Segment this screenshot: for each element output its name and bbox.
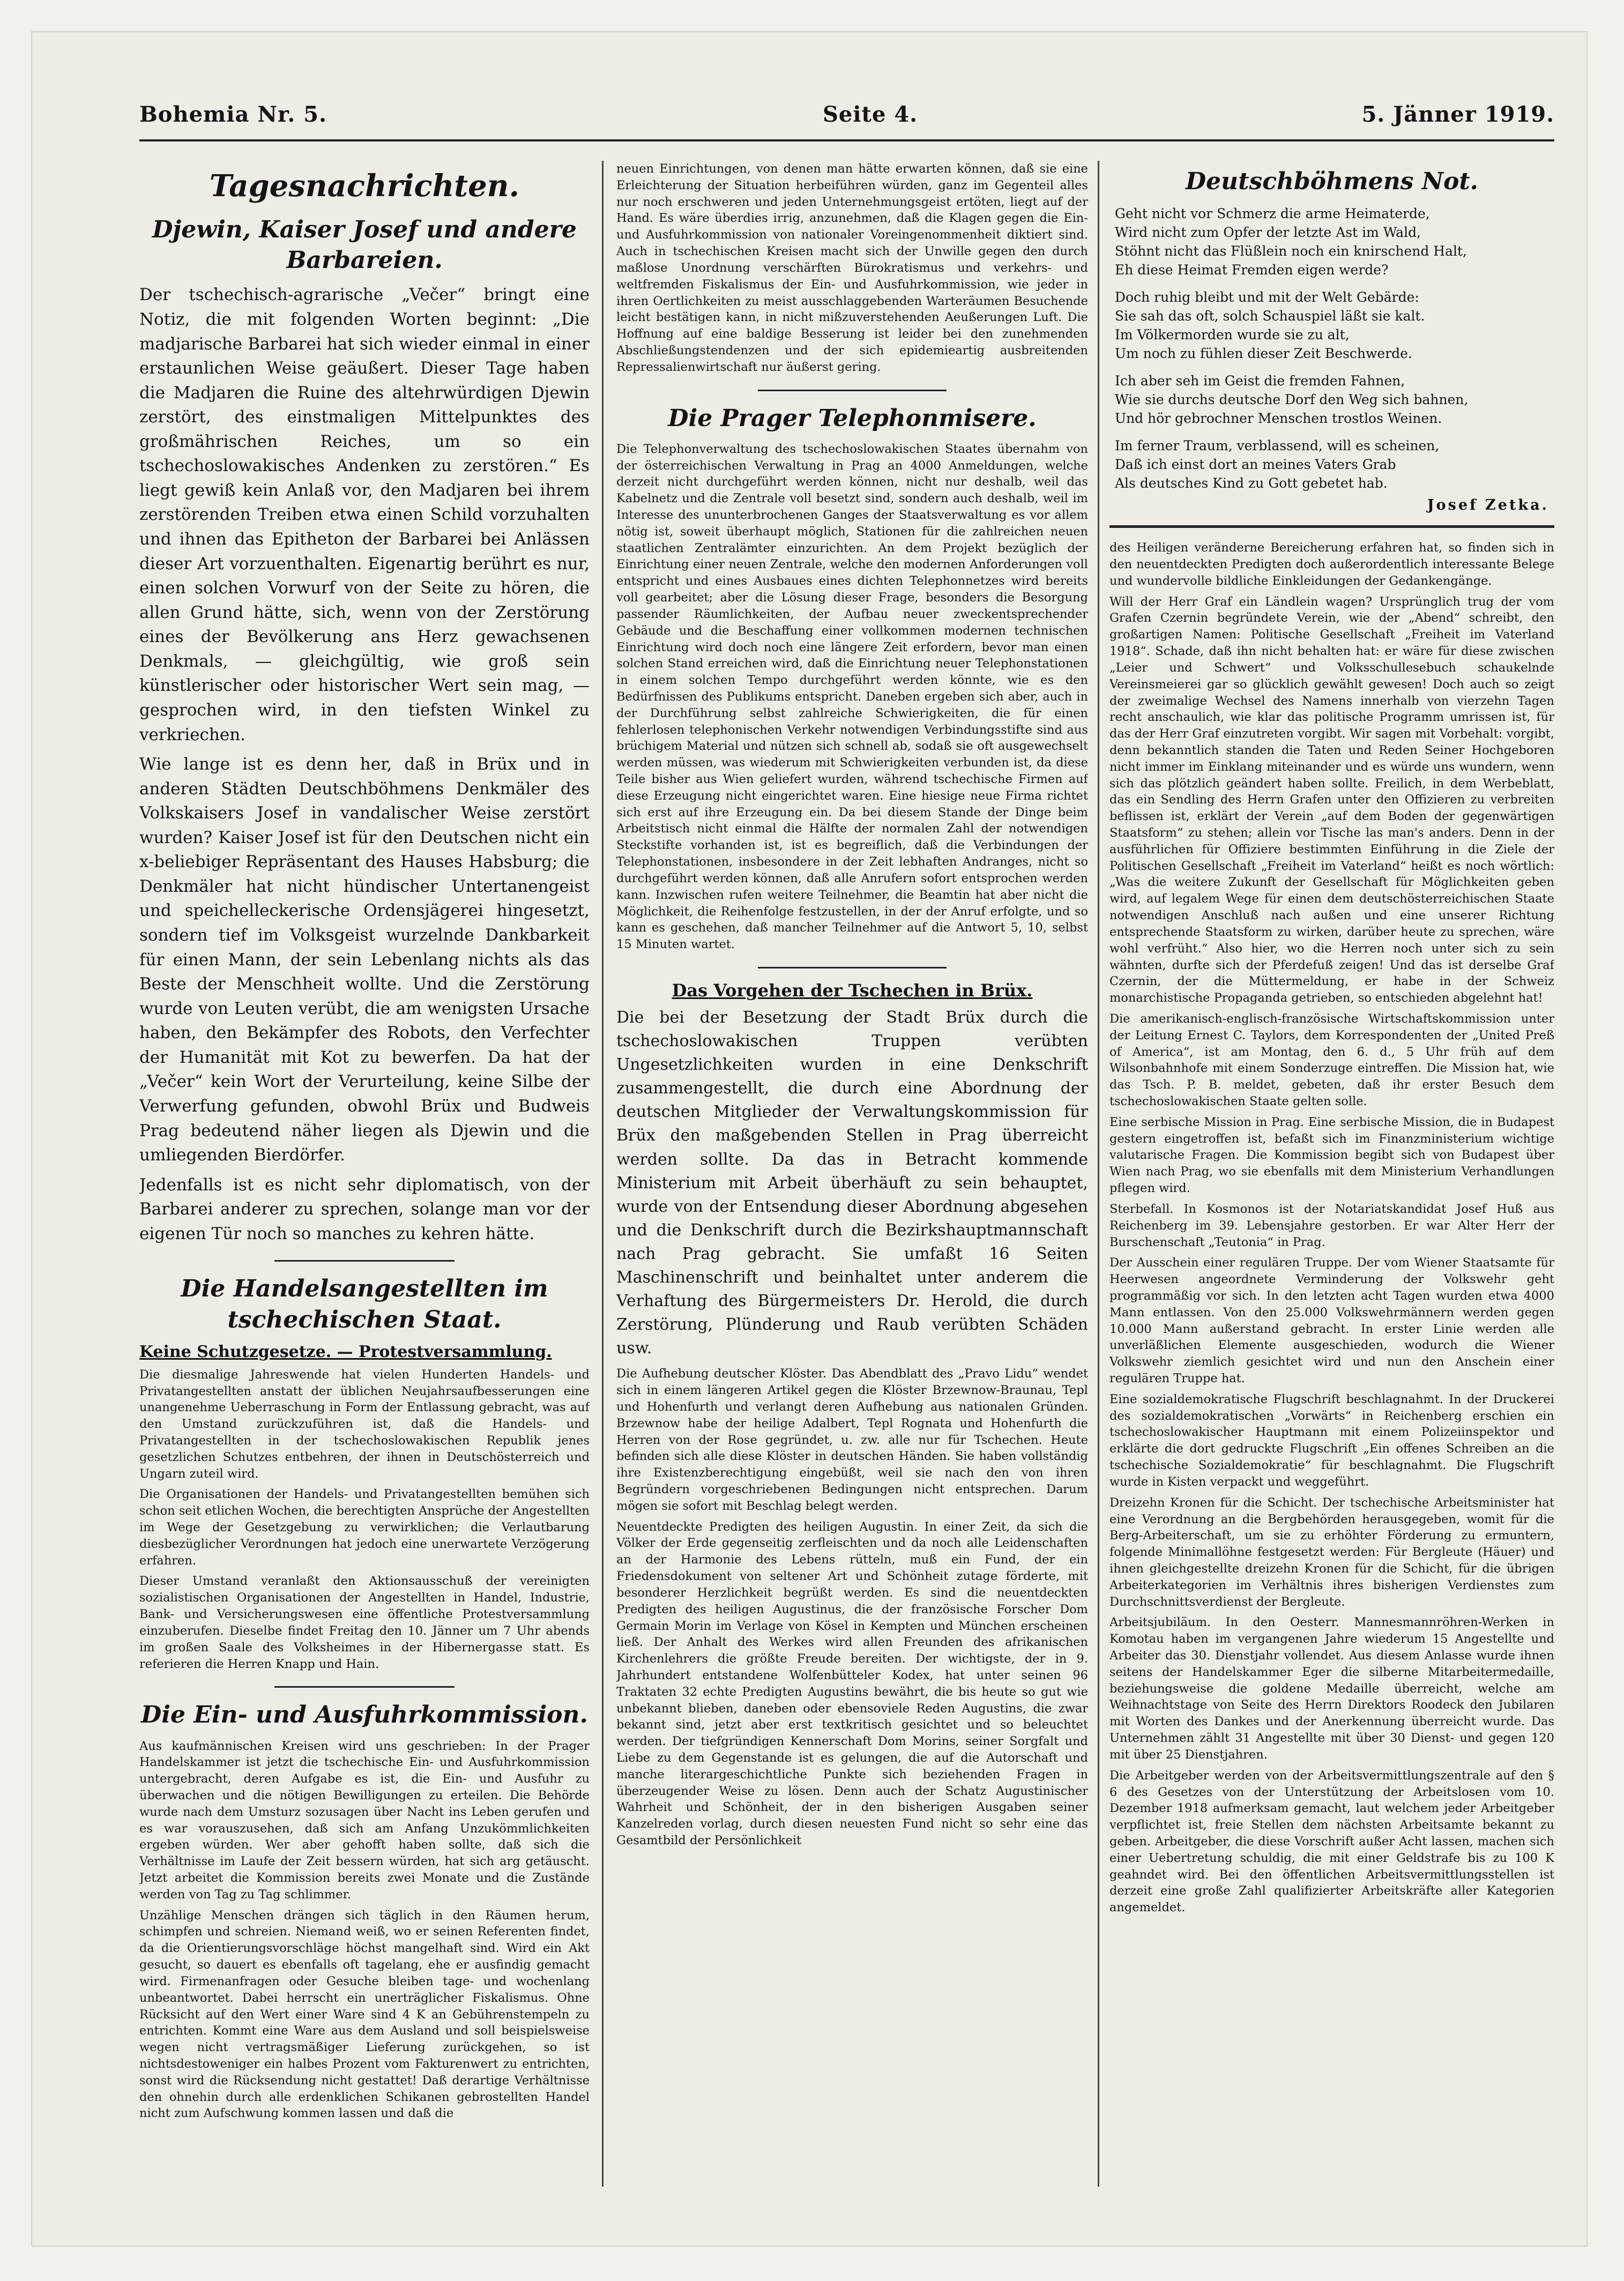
poem-line: Ich aber seh im Geist die fremden Fahnen, xyxy=(1115,373,1405,389)
poem-line: Und hör gebrochner Menschen trostlos Weinen. xyxy=(1115,411,1442,427)
poem-line: Doch ruhig bleibt und mit der Welt Gebärde: xyxy=(1115,289,1419,305)
newspaper-page xyxy=(32,32,1586,2246)
poem-line: Im Völkermorden wurde sie zu alt, xyxy=(1115,327,1350,343)
header-rule xyxy=(139,139,1554,141)
poem xyxy=(1115,204,1554,493)
article-paragraph: Die Telephonverwaltung des tschechoslowakischen Staates übernahm von der österreichischen Verwaltung in Prag an 4000 Anmeldungen, welche derzeit nicht durchgeführt werden können, nicht nur deshalb, weil das Kabelnetz und die Zentrale voll besetzt sind, sondern auch deshalb, weil im Interesse des ununterbrochenen Ganges der Staatsverwaltung es vor allem nötig ist, soweit überhaupt möglich, Stationen für die zahlreichen neuen staatlichen Zentralämter einzurichten. An dem Projekt bezüglich der Einrichtung einer neuen Zentrale, welche den modernen Anforderungen voll entspricht und eines Ausbaues eines dichten Telephonnetzes wird bereits voll gearbeitet; aber die Lösung dieser Frage, besonders die Besorgung passender Räumlichkeiten, der Aufbau neuer zweckentsprechender Gebäude und die Beschaffung einer vollkommen modernen technischen Einrichtung wird doch noch eine längere Zeit erfordern, bevor man einen solchen Stand erreichen wird, daß die Einrichtung neuer Telephonstationen in einem solchen Tempo durchgeführt werden könnte, wie es den Bedürfnissen des Publikums entspricht. Daneben ergeben sich aber, auch in der Durchführung selbst zahlreiche Schwierigkeiten, die für einen fehlerlosen telephonischen Verkehr notwendigen Verbindungsstifte sind aus brüchigem Material und nützen sich schnell ab, sodaß sie oft ausgewechselt werden müssen, was wiederum mit Schwierigkeiten verbunden ist, da diese Teile bisher aus Wien geliefert wurden, während tschechische Firmen auf diese Erzeugung nicht eingerichtet waren. Eine hiesige neue Firma richtet sich erst auf ihre Erzeugung ein. Da bei diesem Stande der Dinge beim Arbeitstisch nicht einmal die Hälfte der normalen Zahl der notwendigen Steckstifte vorhanden ist, ist es begreiflich, daß die Verbindungen der Telephonstationen, insbesondere in der Zeit lebhaften Andranges, nicht so durchgeführt werden können, daß alle Anrufern sofort entsprochen werden kann. Inzwischen rufen weitere Teilnehmer, die Beamtin hat aber nicht die Möglichkeit, die Reihenfolge festzustellen, in der der Anruf erfolgte, und so kann es geschehen, daß mancher Teilnehmer auf die Antwort 5, 10, selbst 15 Minuten wartet. xyxy=(616,442,1088,952)
news-item: Der Ausschein einer regulären Truppe. Der vom Wiener Staatsamte für Heerwesen angeordnete Verminderung der Volkswehr geht programmäßig vor sich. In den letzten acht Tagen wurden etwa 4000 Mann entlassen. Von den 25.000 Volkswehrmännern werden gegen 10.000 Mann außerstand gebracht. In erster Linie werden alle unverläßlichen Elemente ausgeschieden, wodurch die Wiener Volkswehr ziemlich gesichtet wird und nun den Anschein einer regulären Truppe hat. xyxy=(1109,1256,1554,1385)
column-divider xyxy=(602,161,604,2187)
article-paragraph: Neuentdeckte Predigten des heiligen Augustin. In einer Zeit, da sich die Völker der Erde gegenseitig zerfleischten und da noch alle Leidenschaften an der Harmonie des Lebens rütteln, muß ein Fund, der ein Friedensdokument von seltener Art und Schönheit zutage förderte, mit besonderer Herzlichkeit begrüßt werden. Es sind die neuentdeckten Predigten des heiligen Augustinus, die der französische Forscher Dom Germain Morin im Verlage von Kösel in Kempten und München erscheinen ließ. Der Anhalt des Werkes wird allen Freunden des afrikanischen Kirchenlehrers die größte Freude bereiten. Der wichtigste, der in 9. Jahrhundert entstandene Wolfenbütteler Kodex, hat unter seinen 96 Traktaten 32 echte Predigten Augustins bewährt, die bis heute so gut wie unbekannt blieben, daneben oder ebensoviele Reden Augustins, die zwar bekannt sind, jetzt aber erst textkritisch gesichtet und so beleuchtet werden. Der tiefgründigen Kennerschaft Dom Morins, seiner Sorgfalt und Liebe zu dem Gegenstande ist es gelungen, die auf die Autorschaft und manche literargeschichtliche Punkte sich beziehenden Fragen in überzeugender Weise zu lösen. Denn auch der Schatz Augustinischer Wahrheit und Schönheit, der in den bisherigen Ausgaben seiner Kanzelreden vorlag, durch diesen neuesten Fund nicht so sehr eine das Gesamtbild der Persönlichkeit xyxy=(616,1519,1088,1848)
article-title: Die Ein- und Ausfuhrkommission. xyxy=(141,1701,588,1729)
news-item: Eine serbische Mission in Prag. Eine serbische Mission, die in Budapest gestern eingetroffen ist, befaßt sich im Finanzministerium wichtige valutarische Fragen. Die Kommission begibt sich von Budapest über Wien nach Prag, wo sie ebenfalls mit dem Ministerium Verhandlungen pflegen wird. xyxy=(1109,1115,1554,1196)
news-item: Arbeitsjubiläum. In den Oesterr. Mannesmannröhren-Werken in Komotau haben im vergangenen Jahre wiederum 15 Angestellte und Arbeiter das 30. Dienstjahr vollendet. Aus diesem Anlasse wurde ihnen seitens der Handelskammer Eger die silberne Mitarbeitermedaille, beziehungsweise die goldene Medaille überreicht, welche am Weihnachtstage von Seite des Herrn Direktors Roodeck den Jubilaren mit Worten des Dankes und der Anerkennung überreicht wurde. Das Unternehmen zählt 31 Angestellte mit über 30 Dienst- und gegen 120 mit über 25 Dienstjahren. xyxy=(1109,1615,1554,1762)
column-left xyxy=(139,161,590,2187)
page-number: Seite 4. xyxy=(823,102,918,127)
article-title: Die Handelsangestellten im tschechischen Staat. xyxy=(181,1275,548,1333)
article-paragraph: neuen Einrichtungen, von denen man hätte erwarten können, daß sie eine Erleichterung der Situation herbeiführen würden, ganz im Gegenteil alles nur noch erschweren und jeden Unternehmungsgeist ertöten, liegt auf der Hand. Es wäre überdies irrig, anzunehmen, daß die Klagen gegen die Ein- und Ausfuhrkommission von nationaler Voreingenommenheit diktiert sind. Auch in tschechischen Kreisen macht sich der Unwille gegen den durch maßlose Unordnung verschärften Bürokratismus und verkehrs- und weltfremden Fiskalismus der Ein- und Ausfuhrkommission, wie jeder in ihren Oertlichkeiten zu meist ausschlaggebenden Warteräumen Besuchende leicht bestätigen kann, in nicht mißzuverstehenden Aeußerungen Luft. Die Hoffnung auf eine baldige Besserung ist leider bei den zunehmenden Abschließungstendenzen und der sich epidemieartig ausbreitenden Repressalienwirtschaft nur äußerst gering. xyxy=(616,162,1088,374)
poem-line: Wie sie durchs deutsche Dorf den Weg sich bahnen, xyxy=(1115,392,1469,408)
poem-line: Wird nicht zum Opfer der letzte Ast im Wald, xyxy=(1115,225,1421,241)
article-paragraph: des Heiligen veränderne Bereicherung erfahren hat, so finden sich in den neuentdeckten Predigten doch außerordentlich interessante Belege und wundervolle bildliche Einkleidungen der Gedankengänge. xyxy=(1109,541,1554,588)
poem-line: Als deutsches Kind zu Gott gebetet hab. xyxy=(1115,475,1388,491)
news-item: Dreizehn Kronen für die Schicht. Der tschechische Arbeitsminister hat eine Verordnung an die Bergbehörden herausgegeben, womit für die Berg-Arbeiterschaft, um sie zu erhöhter Förderung zu ermuntern, folgende Minimallöhne festgesetzt werden: Für Bergleute (Häuer) und ihnen gleichgestellte dreizehn Kronen für die Schicht, für die übrigen Arbeiterkategorien im Verhältnis ihres bisherigen Verdienstes zum Durchschnittsverdienst der Bergleute. xyxy=(1109,1495,1554,1609)
running-head xyxy=(139,102,1554,134)
article-divider xyxy=(758,390,947,391)
article-paragraph: Dieser Umstand veranlaßt den Aktionsausschuß der vereinigten sozialistischen Organisationen der Angestellten in Handel, Industrie, Bank- und Versicherungswesen eine öffentliche Protestversammlung einzuberufen. Dieselbe findet Freitag den 10. Jänner um 7 Uhr abends im großen Saale des Volksheimes in der Hibernergasse statt. Es referieren die Herren Knapp und Hain. xyxy=(139,1574,590,1671)
article-paragraph: Der tschechisch-agrarische „Večer“ bringt eine Notiz, die mit folgenden Worten beginnt: „Die madjarische Barbarei hat sich wieder einmal in einer erstaunlichen Weise geäußert. Dieser Tage haben die Madjaren die Ruine des altehrwürdigen Djewin zerstört, des einstmaligen Mittelpunktes des großmährischen Reiches, um so ein tschechoslowakisches Andenken zu zerstören.“ Es liegt gewiß kein Anlaß vor, den Madjaren bei ihrem zerstörenden Treiben etwa einen Schild vorzuhalten und ihnen das Epitheton der Barbarei bei Anlässen dieser Art vorzuenthalten. Eigenartig berührt es nur, einen solchen Vorwurf von der Seite zu hören, die allen Grund hätte, sich, wenn von der Zerstörung eines der Bevölkerung ans Herz gewachsenen Denkmals, — gleichgültig, wie groß sein künstlerischer oder historischer Wert sein mag, — gesprochen wird, in den tiefsten Winkel zu verkriechen. xyxy=(139,285,590,744)
article-divider xyxy=(274,1260,455,1262)
news-item: Sterbefall. In Kosmonos ist der Notariatskandidat Josef Huß aus Reichenberg im 39. Lebensjahre gestorben. Er war Alter Herr der Burschenschaft „Teutonia“ in Prag. xyxy=(1109,1202,1554,1249)
article-paragraph: Die Organisationen der Handels- und Privatangestellten bemühen sich schon seit etlichen Wochen, die berechtigten Ansprüche der Angestellten im Wege der Gesetzgebung zu verwirklichen; die Verlautbarung diesbezüglicher Verordnungen hat jedoch eine unerwartete Verzögerung erfahren. xyxy=(139,1487,590,1568)
poem-title: Deutschböhmens Not. xyxy=(1186,168,1478,195)
poem-line: Daß ich einst dort an meines Vaters Grab xyxy=(1115,457,1396,473)
news-item: Die amerikanisch-englisch-französische Wirtschaftskommission unter der Leitung Ernest C. Taylors, dem Korrespondenten der „United Preß of America“, ist am Montag, den 6. d., 5 Uhr früh auf dem Wilsonbahnhofe mit einem Sonderzuge eintreffen. Die Mission hat, wie das Tsch. P. B. meldet, gebeten, daß ihr erster Besuch dem tschechoslowakischen Staate gelten solle. xyxy=(1109,1011,1554,1108)
article-divider xyxy=(1109,525,1554,528)
article-paragraph: Die bei der Besetzung der Stadt Brüx durch die tschechoslowakischen Truppen verübten Ungesetzlichkeiten wurden in eine Denkschrift zusammengestellt, die durch eine Abordnung der deutschen Mitglieder der Verwaltungskommission für Brüx den maßgebenden Stellen in Prag überreicht werden sollte. Da das in Betracht kommende Ministerium mit Arbeit überhäuft zu sein behauptet, wurde von der Entsendung dieser Abordnung abgesehen und die Denkschrift durch die Bezirkshauptmannschaft nach Prag gebracht. Sie umfaßt 16 Seiten Maschinenschrift und beinhaltet unter anderem die Verhaftung des Bürgermeisters Dr. Herold, die durch Zerstörung, Plünderung und Raub verübten Schäden usw. xyxy=(616,1008,1088,1358)
article-paragraph: Unzählige Menschen drängen sich täglich in den Räumen herum, schimpfen und schreien. Niemand weiß, wo er seinen Referenten findet, da die Orientierungsvorschläge höchst mangelhaft sind. Wird ein Akt gesucht, so dauert es ebenfalls oft tagelang, ehe er ausfindig gemacht wird. Firmenanfragen oder Gesuche bleiben tage- und wochenlang unbeantwortet. Dabei herrscht ein unerträglicher Fiskalismus. Ohne Rücksicht auf den Wert einer Ware sind 4 K an Gebührenstempeln zu entrichten. Kommt eine Ware aus dem Ausland und soll beispielsweise wegen nicht vertragsmäßiger Lieferung zurückgehen, so ist nichtsdestoweniger ein halbes Prozent vom Fakturenwert zu entrichten, sonst wird die Rücksendung nicht gestattet! Daß derartige Verhältnisse den ohnehin durch alle erdenklichen Schikanen gebrostellten Handel nicht zum Aufschwung kommen lassen und daß die xyxy=(139,1908,590,2121)
poem-line: Sie sah das oft, solch Schauspiel läßt sie kalt. xyxy=(1115,308,1425,324)
poem-author: Josef Zetka. xyxy=(1427,497,1549,514)
column-divider xyxy=(1098,161,1099,2187)
article-paragraph: Wie lange ist es denn her, daß in Brüx und in anderen Städten Deutschböhmens Denkmäler des Volkskaisers Josef in vandalischer Weise zerstört wurden? Kaiser Josef ist für den Deutschen nicht ein x-beliebiger Repräsentant des Hauses Habsburg; die Denkmäler hat nicht hündischer Untertanengeist und speichelleckerische Ordensjägerei hingesetzt, sondern tief im Volksgeist wurzelnde Dankbarkeit für einen Mann, der sein Lebenlang nichts als das Beste der Menschheit wollte. Und die Zerstörung wurde von Leuten verübt, die am wenigsten Ursache haben, den Bekämpfer des Robots, den Verfechter der Humanität mit Kot zu bewerfen. Da hat der „Večer“ kein Wort der Verurteilung, keine Silbe der Verwerfung gefunden, obwohl Brüx und Budweis Prag bedeutend näher liegen als Djewin und die umliegenden Bierdörfer. xyxy=(139,755,590,1165)
article-divider xyxy=(274,1686,455,1688)
poem-line: Stöhnt nicht das Flüßlein noch ein knirschend Halt, xyxy=(1115,243,1467,259)
news-item: Will der Herr Graf ein Ländlein wagen? Ursprünglich trug der vom Grafen Czernin begründete Verein, wie der „Abend“ schreibt, den großartigen Namen: Politische Gesellschaft „Freiheit im Vaterland 1918“. Schade, daß ihn nicht behalten hat: er wäre für diese zwischen „Leier und Schwert“ und Volksschullesebuch schaukelnde Vereinsmeierei gar so glücklich gewählt gewesen! Doch auch so zeigt der zweimalige Wechsel des Namens innerhalb von vierzehn Tagen recht anschaulich, wie klar das politische Programm umrissen ist, für das der Herr Graf einzutreten vorgibt. Wir sagen mit Vorbehalt: vorgibt, denn bekanntlich standen die Taten und Reden Seiner Hochgeboren nicht immer im Einklang miteinander und es würde uns wundern, wenn sich das plötzlich geändert haben sollte. Freilich, in dem Werbeblatt, das ein Sendling des Herrn Grafen unter den Offizieren zu verbreiten beflissen ist, erklärt der Verein „auf dem Boden der gegenwärtigen Staatsform“ zu stehen; allein vor Tische las man's anders. Denn in der ausführlichen für Offiziere bestimmten Einführung in die Ziele der Politischen Gesellschaft „Freiheit im Vaterland“ heißt es noch wörtlich: „Was die weitere Zukunft der Gesellschaft für Möglichkeiten geben wird, auf legalem Wege für einen dem deutschösterreichischen Staate notwendigen Anschluß nach außen und eine unserer Richtung entsprechende Staatsform zu wirken, darüber heute zu sprechen, wäre wohl verfrüht.“ Also hier, wo die Herren noch unter sich zu sein wähnten, durfte sich der Pferdefuß zeigen! Und das ist derselbe Graf Czernin, der die Müttermeldung, er habe in der Schweiz monarchistische Propaganda getrieben, so entschieden abgelehnt hat! xyxy=(1109,594,1554,1005)
section-title: Tagesnachrichten. xyxy=(209,168,520,204)
article-title: Djewin, Kaiser Josef und andere Barbareien. xyxy=(152,216,577,274)
news-item: Eine sozialdemokratische Flugschrift beschlagnahmt. In der Druckerei des sozialdemokratischen „Vorwärts“ in Reichenberg erschien ein tschechoslowakischer Hauptmann mit einem Polizeiinspektor und erklärte die dort gedruckte Flugschrift „Ein offenes Schreiben an die tschechische Sozialdemokratie“ für beschlagnahmt. Die Flugschrift wurde in Kisten verpackt und weggeführt. xyxy=(1109,1392,1554,1489)
article-paragraph: Die diesmalige Jahreswende hat vielen Hunderten Handels- und Privatangestellten anstatt der üblichen Neujahrsaufbesserungen eine unangenehme Ueberraschung in Form der Entlassung gebracht, was auf den Umstand zurückzuführen ist, daß die Handels- und Privatangestellten in der tschechoslowakischen Republik jenes gesetzlichen Schutzes entbehren, der ihnen in Deutschösterreich und Ungarn zuteil wird. xyxy=(139,1367,590,1481)
article-title: Die Prager Telephonmisere. xyxy=(668,404,1037,432)
article-title: Das Vorgehen der Tschechen in Brüx. xyxy=(672,980,1033,1001)
poem-line: Geht nicht vor Schmerz die arme Heimaterde, xyxy=(1115,206,1430,222)
poem-line: Um noch zu fühlen dieser Zeit Beschwerde. xyxy=(1115,346,1412,362)
poem-line: Im ferner Traum, verblassend, will es scheinen, xyxy=(1115,438,1440,454)
poem-line: Eh diese Heimat Fremden eigen werde? xyxy=(1115,262,1389,278)
article-paragraph: Aus kaufmännischen Kreisen wird uns geschrieben: In der Prager Handelskammer ist jetzt die tschechische Ein- und Ausfuhrkommission untergebracht, deren Aufgabe es ist, die Ein- und Ausfuhr zu überwachen und die nötigen Bewilligungen zu erteilen. Die Behörde wurde nach dem Umsturz sozusagen über Nacht ins Leben gerufen und es war vorauszusehen, daß sich am Anfang Unzukömmlichkeiten ergeben würden. Wer aber gehofft haben sollte, daß sich die Verhältnisse im Laufe der Zeit bessern würden, hat sich arg getäuscht. Jetzt arbeitet die Kommission bereits zwei Monate und die Zustände werden von Tag zu Tag schlimmer. xyxy=(139,1739,590,1902)
column-right xyxy=(1109,161,1554,2187)
issue-label: Bohemia Nr. 5. xyxy=(139,102,327,127)
article-divider xyxy=(758,967,947,968)
news-item: Die Arbeitgeber werden von der Arbeitsvermittlungszentrale auf den § 6 des Gesetzes von der Unterstützung der Arbeitslosen vom 10. Dezember 1918 aufmerksam gemacht, laut welchem jeder Arbeitgeber verpflichtet ist, freie Stellen dem nächsten Arbeitsamte bekannt zu geben. Arbeitgeber, die diese Vorschrift außer Acht lassen, machen sich einer Uebertretung schuldig, die mit einer Geldstrafe bis zu 100 K geahndet wird. Bei den öffentlichen Arbeitsvermittlungsstellen ist derzeit eine große Zahl qualifizierter Arbeitskräfte aller Kategorien angemeldet. xyxy=(1109,1768,1554,1915)
article-paragraph: Jedenfalls ist es nicht sehr diplomatisch, von der Barbarei anderer zu sprechen, solange man vor der eigenen Tür noch so manches zu kehren hätte. xyxy=(139,1175,590,1243)
article-paragraph: Die Aufhebung deutscher Klöster. Das Abendblatt des „Pravo Lidu“ wendet sich in einem längeren Artikel gegen die Klöster Brzewnow-Braunau, Tepl und Hohenfurth und verlangt deren Aufhebung aus nationalen Gründen. Brzewnow habe der heilige Adalbert, Tepl Rognata und Hohenfurth die Herren von der Rose gegründet, u. zw. alle nur für Tschechen. Heute befinden sich alle diese Klöster in deutschen Händen. Sie haben vollständig ihre Existenzberechtigung eingebüßt, weil sie nach den von ihren Begründern vorgeschriebenen Bedingungen nicht entsprechen. Darum mögen sie sofort mit Beschlag belegt werden. xyxy=(616,1367,1088,1513)
column-middle xyxy=(616,161,1088,2187)
issue-date: 5. Jänner 1919. xyxy=(1361,102,1554,127)
article-subtitle: Keine Schutzgesetze. — Protestversammlung. xyxy=(139,1342,552,1361)
